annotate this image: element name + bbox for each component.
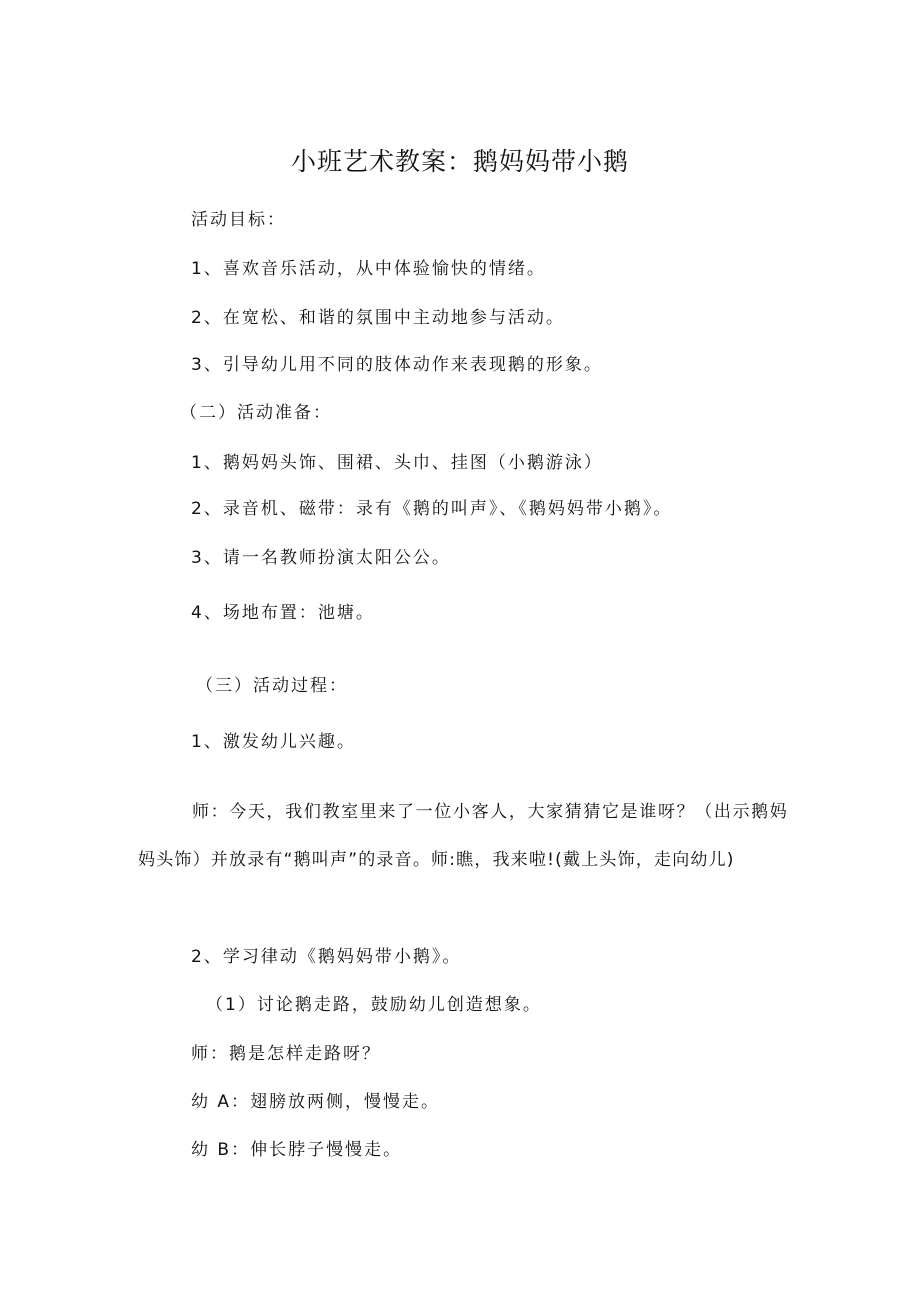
- list-item: 1、激发幼儿兴趣。: [191, 732, 356, 752]
- dialogue-line: 师：鹅是怎样走路呀？: [191, 1044, 381, 1064]
- list-item: 2、在宽松、和谐的氛围中主动地参与活动。: [191, 308, 565, 328]
- list-item: 2、录音机、磁带：录有《鹅的叫声》、《鹅妈妈带小鹅》。: [191, 499, 673, 519]
- list-item: 4、场地布置：池塘。: [191, 603, 375, 623]
- list-item: 3、请一名教师扮演太阳公公。: [191, 548, 451, 568]
- list-item: 2、学习律动《鹅妈妈带小鹅》。: [191, 947, 462, 967]
- body-paragraph: 师：今天，我们教室里来了一位小客人，大家猜猜它是谁呀？（出示鹅妈妈头饰）并放录有“鹅叫声”的录音。师:瞧，我来啦!(戴上头饰，走向幼儿): [138, 802, 788, 870]
- document-title: 小班艺术教案：鹅妈妈带小鹅: [290, 147, 629, 176]
- list-item: 3、引导幼儿用不同的肢体动作来表现鹅的形象。: [191, 355, 603, 375]
- dialogue-line: 幼 B：伸长脖子慢慢走。: [191, 1140, 403, 1160]
- list-item: 1、喜欢音乐活动，从中体验愉快的情绪。: [191, 259, 546, 279]
- list-item: 1、鹅妈妈头饰、围裙、头巾、挂图（小鹅游泳）: [191, 453, 603, 473]
- section-heading-process: （三）活动过程：: [196, 676, 348, 696]
- section-heading-prep: （二）活动准备：: [180, 403, 332, 423]
- section-heading-goals: 活动目标：: [191, 210, 286, 230]
- dialogue-line: 幼 A：翅膀放两侧，慢慢走。: [191, 1092, 441, 1112]
- list-item: （1）讨论鹅走路，鼓励幼儿创造想象。: [206, 995, 542, 1015]
